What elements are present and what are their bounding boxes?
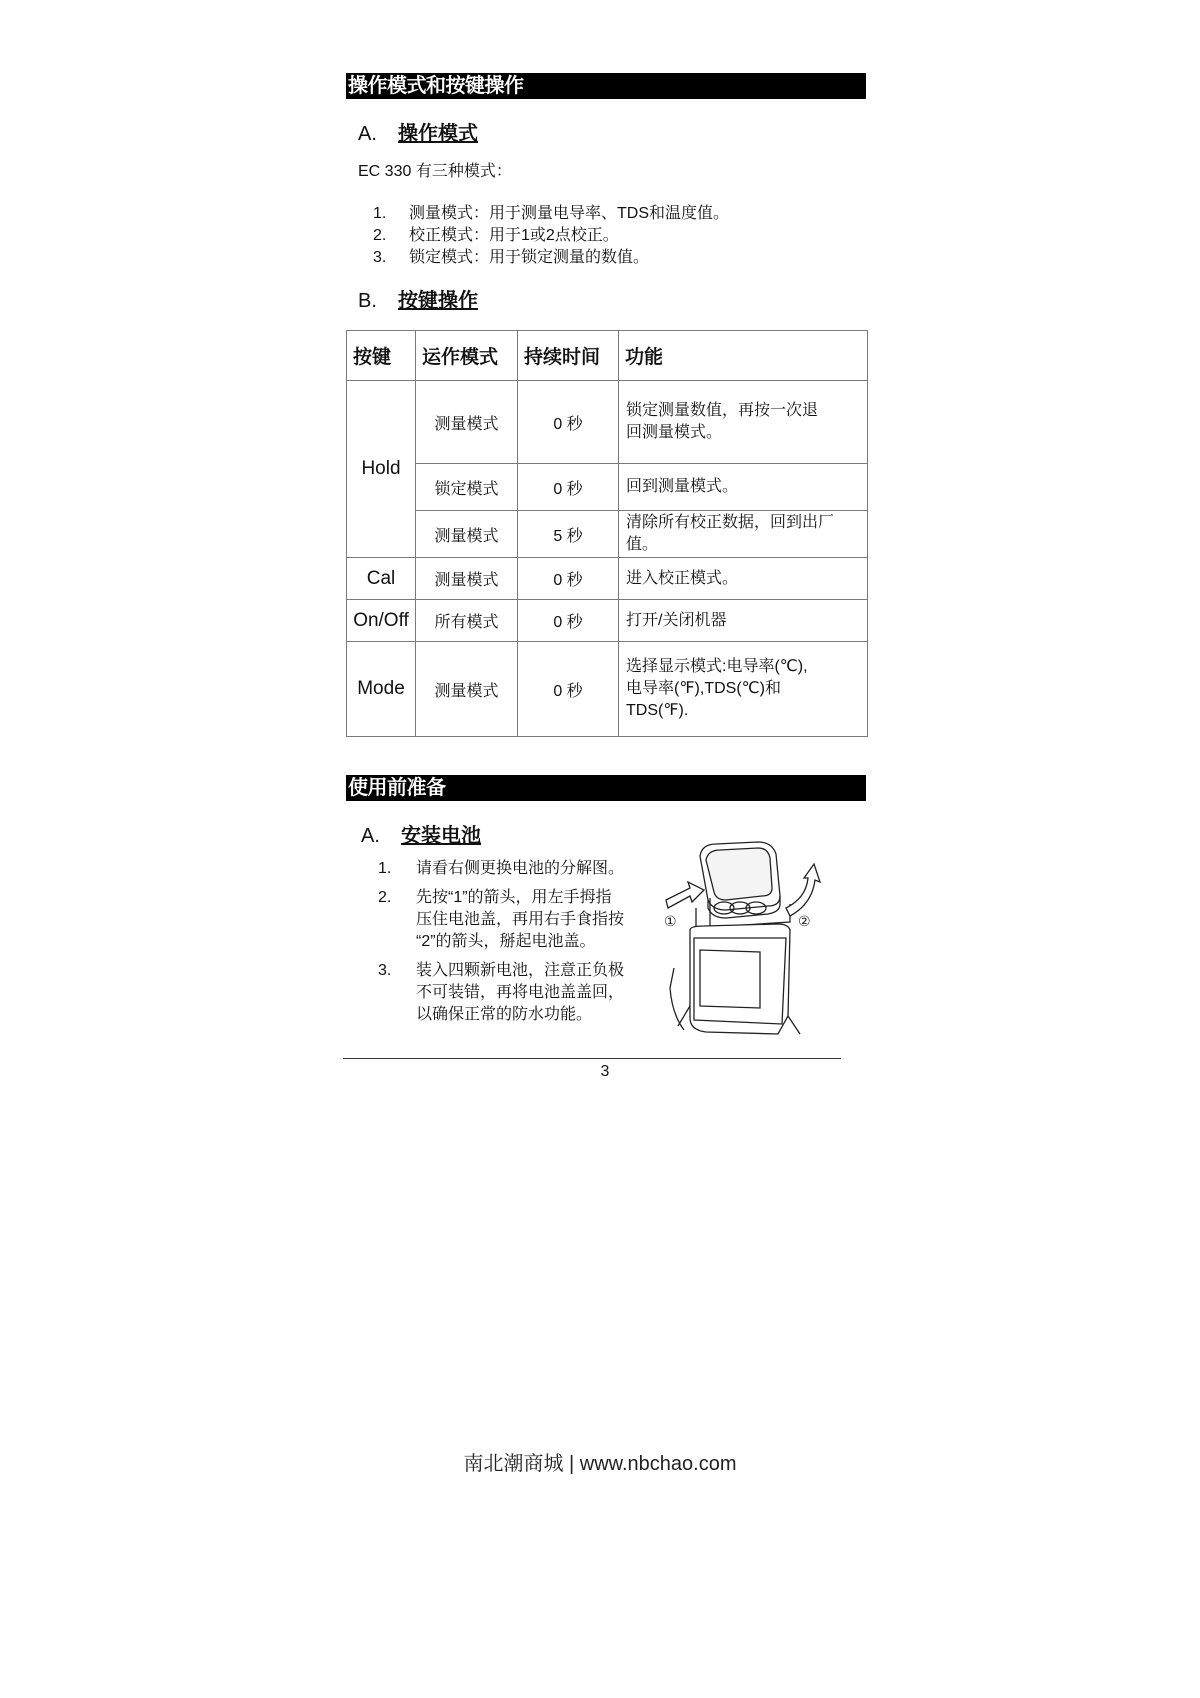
- mode-cell: 测量模式: [416, 511, 518, 558]
- mode-cell: 测量模式: [416, 642, 518, 737]
- duration-cell: 0 秒: [518, 464, 619, 511]
- list-item: [373, 247, 729, 269]
- subheading-title: 按键操作: [398, 290, 478, 312]
- list-item: [378, 887, 668, 953]
- list-text: 测量模式：用于测量电导率、TDS和温度值。: [409, 205, 730, 222]
- key-cell: On/Off: [347, 600, 416, 642]
- subheading-letter: A.: [358, 123, 377, 145]
- list-item: [378, 858, 668, 880]
- subheading-title: 操作模式: [398, 123, 478, 145]
- header-duration: 持续时间: [518, 331, 619, 381]
- list-item: [373, 225, 729, 247]
- page-number: 3: [600, 1063, 610, 1080]
- subheading-title: 安装电池: [401, 825, 481, 847]
- function-cell: 锁定测量数值，再按一次退 回测量模式。: [619, 381, 868, 464]
- subheading-operation-modes: [358, 121, 478, 147]
- function-cell: 打开/关闭机器: [619, 600, 868, 642]
- table-row: [347, 600, 868, 642]
- function-cell: 回到测量模式。: [619, 464, 868, 511]
- duration-cell: 0 秒: [518, 381, 619, 464]
- battery-exploded-diagram: [660, 838, 850, 1038]
- table-header-row: [347, 331, 868, 381]
- duration-cell: 0 秒: [518, 558, 619, 600]
- list-item: [378, 960, 668, 1026]
- list-number: 2.: [378, 889, 392, 906]
- table-row: [347, 464, 868, 511]
- mode-cell: 锁定模式: [416, 464, 518, 511]
- header-mode: 运作模式: [416, 331, 518, 381]
- mode-cell: 测量模式: [416, 558, 518, 600]
- function-cell: 清除所有校正数据，回到出厂 值。: [619, 511, 868, 558]
- table-row: [347, 511, 868, 558]
- duration-cell: 0 秒: [518, 642, 619, 737]
- duration-cell: 5 秒: [518, 511, 619, 558]
- function-cell: 选择显示模式:电导率(℃), 电导率(℉),TDS(℃)和 TDS(℉).: [619, 642, 868, 737]
- list-item: [373, 203, 729, 225]
- footer-text: 南北潮商城 | www.nbchao.com: [463, 1453, 737, 1475]
- key-operation-table: [346, 330, 868, 737]
- list-text: 请看右侧更换电池的分解图。: [416, 860, 625, 877]
- intro-text: EC 330 有三种模式：: [358, 163, 512, 180]
- subheading-letter: B.: [358, 290, 377, 312]
- list-number: 3.: [378, 962, 392, 979]
- function-cell: 进入校正模式。: [619, 558, 868, 600]
- list-number: 3.: [373, 249, 387, 266]
- table-row: [347, 642, 868, 737]
- table-row: [347, 558, 868, 600]
- mode-cell: 测量模式: [416, 381, 518, 464]
- duration-cell: 0 秒: [518, 600, 619, 642]
- label-1: ①: [664, 914, 677, 930]
- battery-steps-list: [378, 858, 668, 1033]
- list-text: 锁定模式：用于锁定测量的数值。: [409, 249, 650, 266]
- list-number: 2.: [373, 227, 387, 244]
- subheading-install-battery: [361, 823, 481, 849]
- table-row: [347, 381, 868, 464]
- mode-cell: 所有模式: [416, 600, 518, 642]
- list-number: 1.: [378, 860, 392, 877]
- key-cell: Mode: [347, 642, 416, 737]
- list-text: 先按“1”的箭头，用左手拇指 压住电池盖，再用右手食指按 “2”的箭头，掰起电池盖。: [416, 889, 625, 950]
- list-text: 装入四颗新电池，注意正负极 不可装错，再将电池盖盖回， 以确保正常的防水功能。: [416, 962, 625, 1023]
- list-number: 1.: [373, 205, 387, 222]
- section-title-operation: 操作模式和按键操作: [346, 73, 866, 99]
- header-key: 按键: [347, 331, 416, 381]
- modes-list: [373, 203, 729, 269]
- subheading-letter: A.: [361, 825, 380, 847]
- section-title-preparation: 使用前准备: [346, 775, 866, 801]
- key-cell: Hold: [347, 381, 416, 558]
- key-cell: Cal: [347, 558, 416, 600]
- list-text: 校正模式：用于1或2点校正。: [409, 227, 619, 244]
- page-rule: [343, 1058, 841, 1059]
- label-2: ②: [798, 914, 811, 930]
- subheading-key-operation: [358, 288, 478, 314]
- header-function: 功能: [619, 331, 868, 381]
